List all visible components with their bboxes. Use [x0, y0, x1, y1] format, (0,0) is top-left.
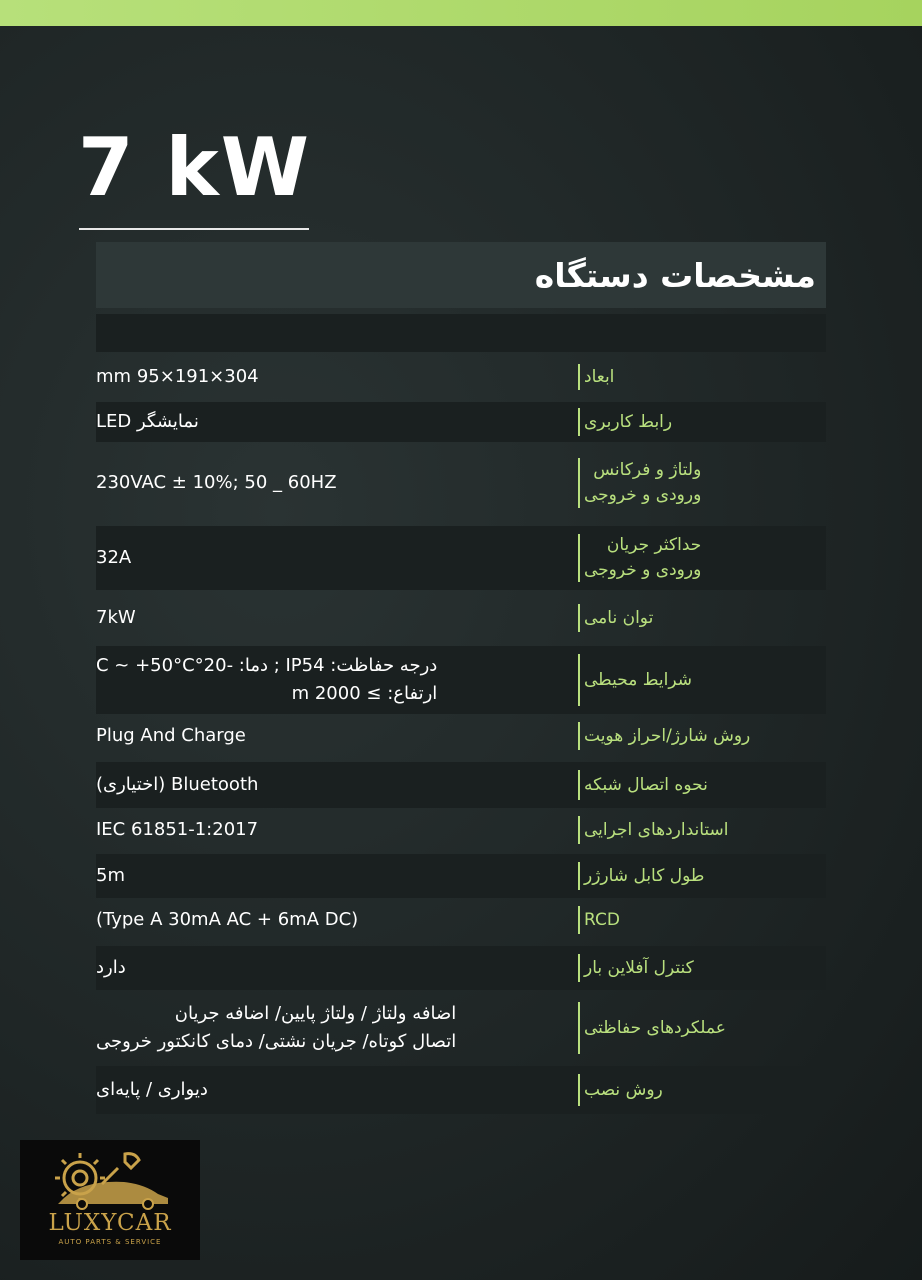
- spec-value: دیواری / پایه‌ای: [96, 1079, 208, 1101]
- spec-value: (Type A 30mA AC + 6mA DC): [96, 909, 359, 931]
- table-header-strip: [96, 314, 826, 352]
- power-rating: 7 kW: [78, 121, 311, 214]
- row-divider: [578, 954, 580, 982]
- spec-row-protection: [96, 994, 826, 1062]
- spec-row-rated-power: [96, 596, 826, 640]
- row-divider: [578, 364, 580, 390]
- spec-value: اضافه ولتاژ / ولتاژ پایین/ اضافه جریان اتصال کوتاه/ جریان نشتی/ دمای کانکتور خروجی: [96, 1003, 457, 1052]
- row-divider: [578, 906, 580, 934]
- spec-value: 5m: [96, 865, 125, 887]
- spec-label: طول کابل شارژر: [584, 865, 705, 886]
- spec-label: رابط کاربری: [584, 411, 673, 432]
- spec-value: 230VAC ± 10%; 50 _ 60HZ: [96, 472, 337, 494]
- spec-row-ui: [96, 402, 826, 442]
- row-divider: [578, 1074, 580, 1106]
- spec-label: حداکثر جریان ورودی و خروجی: [584, 535, 702, 580]
- logo-brand: LUXYCAR: [48, 1210, 172, 1236]
- spec-value: Plug And Charge: [96, 725, 246, 747]
- luxycar-logo: [20, 1140, 200, 1260]
- spec-row-network: [96, 762, 826, 808]
- spec-value: نمایشگر LED: [96, 411, 199, 433]
- car-gear-icon: [20, 1140, 200, 1220]
- spec-row-dimensions: [96, 356, 826, 398]
- row-divider: [578, 1002, 580, 1054]
- row-divider: [578, 722, 580, 750]
- spec-label: روش نصب: [584, 1079, 663, 1100]
- top-accent-bar: [0, 0, 922, 26]
- row-divider: [578, 458, 580, 508]
- spec-row-installation: [96, 1066, 826, 1114]
- row-divider: [578, 770, 580, 800]
- row-divider: [578, 654, 580, 706]
- row-divider: [578, 534, 580, 582]
- spec-label: نحوه اتصال شبکه: [584, 774, 708, 795]
- row-divider: [578, 816, 580, 844]
- spec-title-box: [96, 242, 826, 308]
- spec-label: کنترل آفلاین بار: [584, 957, 694, 978]
- spec-row-voltage: [96, 446, 826, 520]
- spec-row-standards: [96, 810, 826, 850]
- page-title: مشخصات دستگاه: [534, 255, 816, 295]
- spec-value: 304×191×95 mm: [96, 366, 259, 388]
- logo-tagline: AUTO PARTS & SERVICE: [58, 1238, 162, 1246]
- spec-value: درجه حفاظت: IP54 ; دما: -20°C ~ +50°C ارتفاع: ≥ 2000 m: [96, 655, 438, 704]
- spec-value: 32A: [96, 547, 132, 569]
- spec-value: دارد: [96, 957, 126, 979]
- spec-label: ابعاد: [584, 366, 615, 387]
- spec-label: استانداردهای اجرایی: [584, 819, 729, 840]
- spec-row-environment: [96, 646, 826, 714]
- power-underline: [79, 228, 309, 230]
- spec-label: عملکردهای حفاظتی: [584, 1017, 726, 1038]
- spec-label: RCD: [584, 909, 620, 930]
- spec-row-cable-length: [96, 854, 826, 898]
- row-divider: [578, 604, 580, 632]
- spec-label: ولتاژ و فرکانس ورودی و خروجی: [584, 460, 702, 505]
- spec-label: توان نامی: [584, 607, 654, 628]
- spec-value: IEC 61851-1:2017: [96, 819, 259, 841]
- spec-row-rcd: [96, 900, 826, 940]
- spec-label: روش شارژ/احراز هویت: [584, 725, 751, 746]
- spec-row-current: [96, 526, 826, 590]
- spec-row-offline-control: [96, 946, 826, 990]
- spec-value: 7kW: [96, 607, 136, 629]
- row-divider: [578, 408, 580, 436]
- row-divider: [578, 862, 580, 890]
- spec-row-charging-method: [96, 716, 826, 756]
- spec-value: Bluetooth (اختیاری): [96, 774, 259, 796]
- spec-label: شرایط محیطی: [584, 669, 692, 690]
